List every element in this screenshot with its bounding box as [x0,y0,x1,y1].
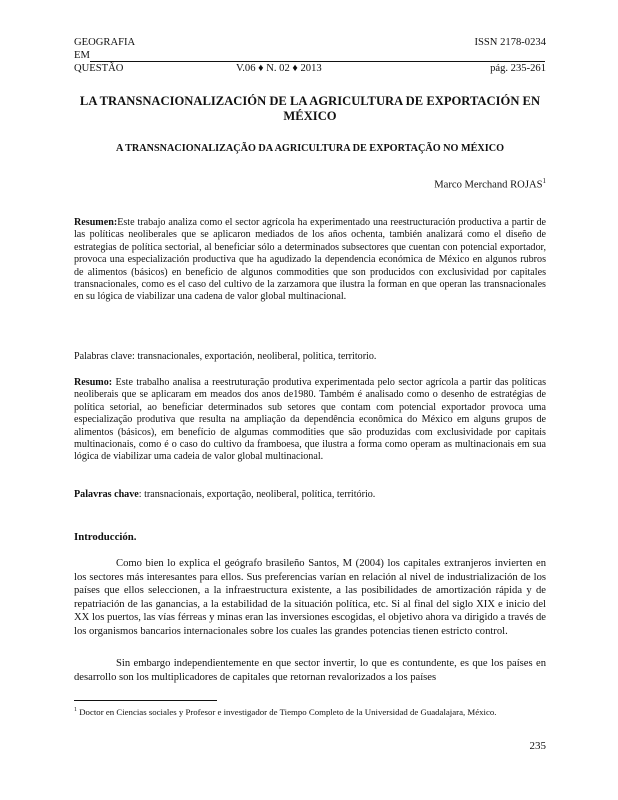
keywords-spanish [74,351,546,363]
palavras-chave-label: Palavras chave [74,489,139,500]
header-rule [90,51,545,62]
footnote [74,705,546,718]
page-range: pág. 235-261 [490,63,546,74]
resumo-text: Este trabalho analisa a reestruturação produtiva experimentada pelo sector agrícola a partir das políticas neoliberais que se aplicaram em meados dos anos de1980. Também é analisado como o desenho de estratégias de política setorial, ao beneficiar determinados sub setores que contam com potencial exportador provoca uma especialização produtiva que resulta na ampliação da dependência econômica do México em alguns grupos de alimentos (básicos), em benefício de algumas commodities que são produzidas com exclusividade por capitais multinacionais, como é o caso do cultivo da framboesa, que ilustra a forma como operam as multinacionais em sua lógica de viabilizar uma cadeia de valor global multinacional. [74,377,546,463]
palabras-clave-text: transnacionales, exportación, neoliberal, politica, territorio. [134,351,377,362]
resumo-label: Resumo: [74,377,113,388]
palabras-clave-label: Palabras clave: [74,351,135,362]
journal-name-line2: EM [74,50,90,61]
journal-name-line1: GEOGRAFIA [74,37,136,48]
intro-paragraph-2: Sin embargo independientemente en que sector invertir, lo que es contundente, es que los países en desarrollo son los multiplicadores de capitales que retornan revalorizados a los países [74,658,546,683]
author [434,177,546,191]
journal-header [74,36,546,75]
resumen-text: Este trabajo analiza como el sector agrícola ha experimentado una reestructuración productiva a partir de las políticas neoliberales que se aplicaron mediados de los años ochenta, también analizará como el diseño de estrategias de política sectorial, al beneficiar sólo a determinados subsectores que cuentan con potencial exportador, provoca una especialización productiva que ha agudizado la dependencia económica de México en algunos rubros de alimentos (básicos) en beneficio de algunos commodities que son producidos con exclusividad por capitales transnacionales, como es el caso del cultivo de la zarzamora que ilustra la forman en que operan las transnacionales en su lógica de viabilizar una cadena de valor global multinacional. [74,217,546,303]
journal-name-line3: QUESTÃO [74,63,124,74]
abstract-spanish [74,217,546,304]
section-heading-introduccion: Introducción. [74,531,137,543]
abstract-portuguese [74,377,546,464]
volume-issue: V.06 ♦ N. 02 ♦ 2013 [236,63,322,74]
issn: ISSN 2178-0234 [474,37,546,48]
title-portuguese: A TRANSNACIONALIZAÇÃO DA AGRICULTURA DE EXPORTAÇÃO NO MÉXICO [115,143,505,154]
author-name: Marco Merchand ROJAS [434,179,543,191]
intro-paragraph-1: Como bien lo explica el geógrafo brasileño Santos, M (2004) los capitales extranjeros invierten en los sectores más interesantes para ellos. Sus preferencias varían en relación al nivel de industrialización de los países que ellos seleccionen, a la infraestructura existente, a las posibilidades de amortización rápida y de repatriación de las ganancias, a la estabilidad de la situación política, etc. Si al final del siglo XIX e inicio del XX los puertos, las vías férreas y minas eran las inversiones escogidas, el objetivo ahora va dirigido a través de los organismos bancarios internacionales sobre los cuales las grandes potencias tienen estricto control. [74,558,546,637]
page-number: 235 [529,740,546,752]
footnote-rule [74,700,217,701]
author-footnote-mark: 1 [542,177,546,185]
keywords-portuguese [74,489,546,501]
resumen-label: Resumen: [74,217,118,228]
footnote-mark: 1 [74,707,77,713]
footnote-text: Doctor en Ciencias sociales y Profesor e investigador de Tiempo Completo de la Universidad de Guadalajara, México. [77,706,497,717]
title-spanish: LA TRANSNACIONALIZACIÓN DE LA AGRICULTURA DE EXPORTACIÓN EN MÉXICO [79,94,541,123]
palavras-chave-text: : transnacionais, exportação, neoliberal, política, território. [138,489,376,500]
